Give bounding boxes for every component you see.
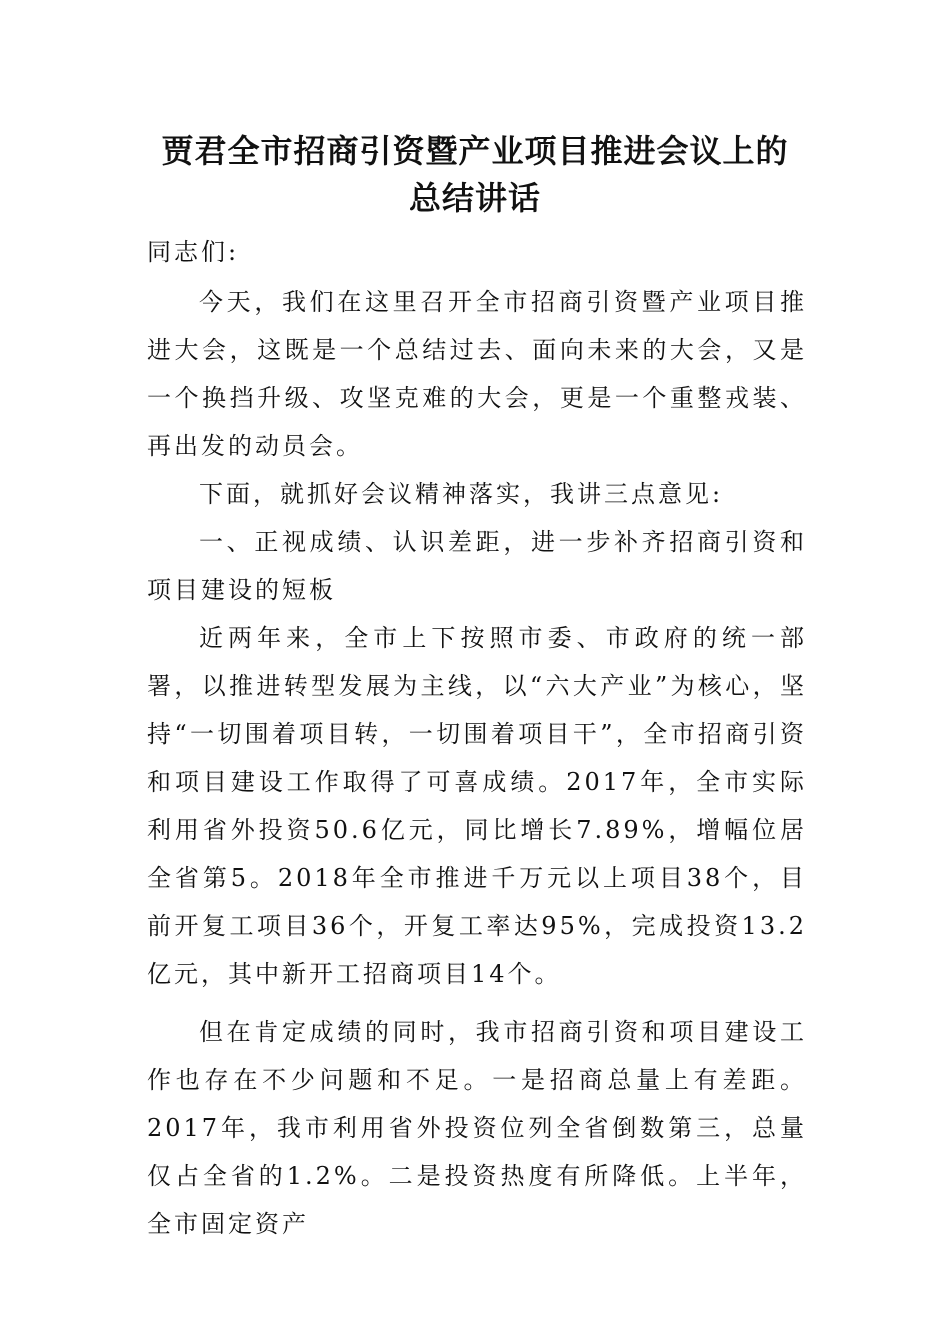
paragraph-intro: 下面，就抓好会议精神落实，我讲三点意见: — [199, 480, 724, 508]
title-line-1: 贾君全市招商引资暨产业项目推进会议上的 — [161, 132, 789, 170]
paragraph-opening: 今天，我们在这里召开全市招商引资暨产业项目推进大会，这既是一个总结过去、面向未来的大会，又是一个换挡升级、攻坚克难的大会，更是一个重整戎装、再出发的动员会。 — [147, 288, 807, 460]
document-body — [147, 228, 807, 1248]
paragraph-problems: 但在肯定成绩的同时，我市招商引资和项目建设工作也存在不少问题和不足。一是招商总量上有差距。2017年，我市利用省外投资位列全省倒数第三，总量仅占全省的1.2%。二是投资热度有所降低。上半年，全市固定资产 — [147, 1018, 807, 1238]
title-line-2: 总结讲话 — [408, 179, 541, 217]
section-heading-1: 一、正视成绩、认识差距，进一步补齐招商引资和项目建设的短板 — [147, 528, 807, 604]
document-title — [120, 128, 830, 222]
paragraph-achievements: 近两年来，全市上下按照市委、市政府的统一部署，以推进转型发展为主线，以“六大产业”为核心，坚持“一切围着项目转，一切围着项目干”，全市招商引资和项目建设工作取得了可喜成绩。2017年，全市实际利用省外投资50.6亿元，同比增长7.89%，增幅位居全省第5。2018年全市推进千万元以上项目38个，目前开复工项目36个，开复工率达95%，完成投资13.2亿元，其中新开工招商项目14个。 — [147, 624, 807, 988]
salutation: 同志们: — [147, 238, 240, 266]
